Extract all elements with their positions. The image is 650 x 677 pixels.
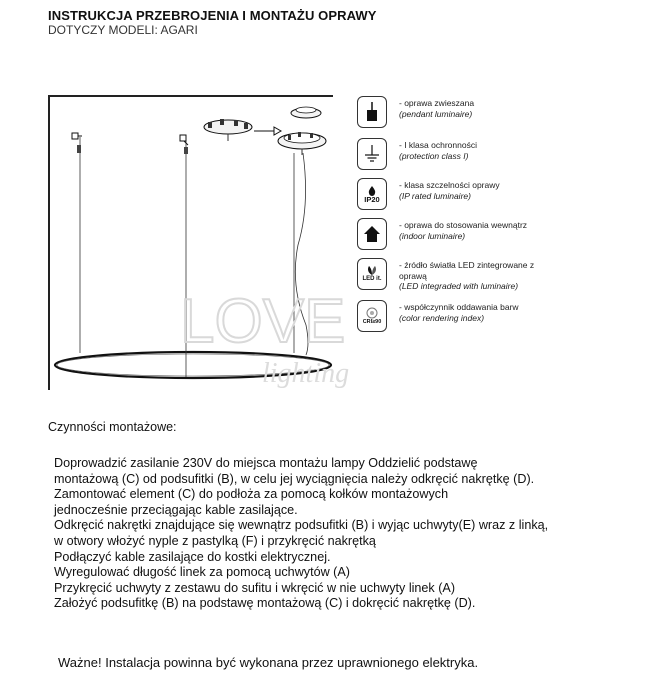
- legend-en: (pendant luminaire): [399, 108, 473, 119]
- instruction-line: Przykręcić uchwyty z zestawu do sufitu i wkręcić w nie uchwyty linek (A): [54, 580, 456, 595]
- ring-luminaire: [55, 352, 331, 378]
- led-icon: [357, 258, 387, 290]
- legend-pl: - oprawa do stosowania wewnątrz: [399, 220, 528, 230]
- legend-en: (IP rated luminaire): [399, 190, 471, 201]
- instruction-line: Odkręcić nakrętki znajdujące się wewnątrz podsufitki (B) i wyjąc uchwyty(E) wraz z linką,: [54, 518, 549, 533]
- legend-en: (color rendering index): [399, 312, 485, 323]
- ceiling-hook-left: [72, 133, 82, 153]
- instruction-line: Wyregulować długość linek za pomocą uchwytów (A): [54, 565, 350, 580]
- legend-pl: - I klasa ochronności: [399, 140, 477, 150]
- instruction-line: Doprowadzić zasilanie 230V do miejsca montażu lampy Oddzielić podstawę: [54, 456, 478, 470]
- legend-item-ip-rating: [357, 178, 557, 214]
- legend-pl: - współczynnik oddawania barw: [399, 302, 519, 312]
- canopy: [278, 132, 326, 155]
- page-subtitle: DOTYCZY MODELI: AGARI: [48, 23, 198, 37]
- legend-item-cri: [357, 300, 557, 336]
- legend-item-pendant: [357, 96, 557, 132]
- instruction-line: w otwory włożyć nyple z pastylką (F) i przykręcić nakrętką: [54, 533, 376, 548]
- instruction-line: jednocześnie przeciągając kable zasilające.: [54, 502, 298, 517]
- watermark-brand: LOVE: [180, 287, 346, 356]
- page-title: INSTRUKCJA PRZEBROJENIA I MONTAŻU OPRAWY: [48, 8, 377, 23]
- ceiling-hook-middle: [180, 135, 188, 154]
- ip20-icon: [357, 178, 387, 210]
- watermark-tagline: lighting: [262, 358, 350, 389]
- legend-item-indoor: [357, 218, 557, 254]
- legend-item-protection-class: [357, 138, 557, 174]
- led-label: LED it.: [362, 276, 382, 282]
- cri-icon: [357, 300, 387, 332]
- legend-en: (protection class I): [399, 150, 469, 161]
- instruction-line: Podłączyć kable zasilające do kostki elektrycznej.: [54, 549, 331, 564]
- legend-pl: - oprawa zwieszana: [399, 98, 475, 108]
- legend-item-led: [357, 258, 557, 294]
- legend-pl: - źródło światła LED zintegrowane z oprawą: [399, 260, 535, 281]
- ground-icon: [357, 138, 387, 170]
- power-cable: [295, 153, 308, 355]
- safety-warning: Ważne! Instalacja powinna być wykonana przez uprawnionego elektryka.: [58, 655, 479, 670]
- legend-en: (LED integraded with luminaire): [399, 281, 519, 291]
- cri-label: CRI≥90: [362, 318, 382, 325]
- legend-pl: - klasa szczelności oprawy: [399, 180, 500, 190]
- instruction-line: Zamontować element (C) do podłoża za pomocą kołków montażowych: [54, 487, 449, 502]
- canopy-base-plate: [204, 119, 252, 141]
- assembly-diagram: [48, 95, 338, 395]
- legend-en: (indoor luminaire): [399, 230, 466, 241]
- instructions-heading: Czynności montażowe:: [48, 420, 177, 434]
- ip20-label: IP20: [364, 194, 380, 204]
- arrow-icon: [254, 127, 281, 135]
- pendant-icon: [357, 96, 387, 128]
- canopy-cap: [291, 107, 321, 118]
- instruction-line: montażową (C) od podsufitki (B), w celu jej wyciągnięcia należy odkręcić nakrętkę (D).: [54, 471, 535, 486]
- house-icon: [357, 218, 387, 250]
- instruction-line: Założyć podsufitkę (B) na podstawę montażową (C) i dokręcić nakrętkę (D).: [54, 596, 476, 611]
- instructions-list: [54, 456, 634, 612]
